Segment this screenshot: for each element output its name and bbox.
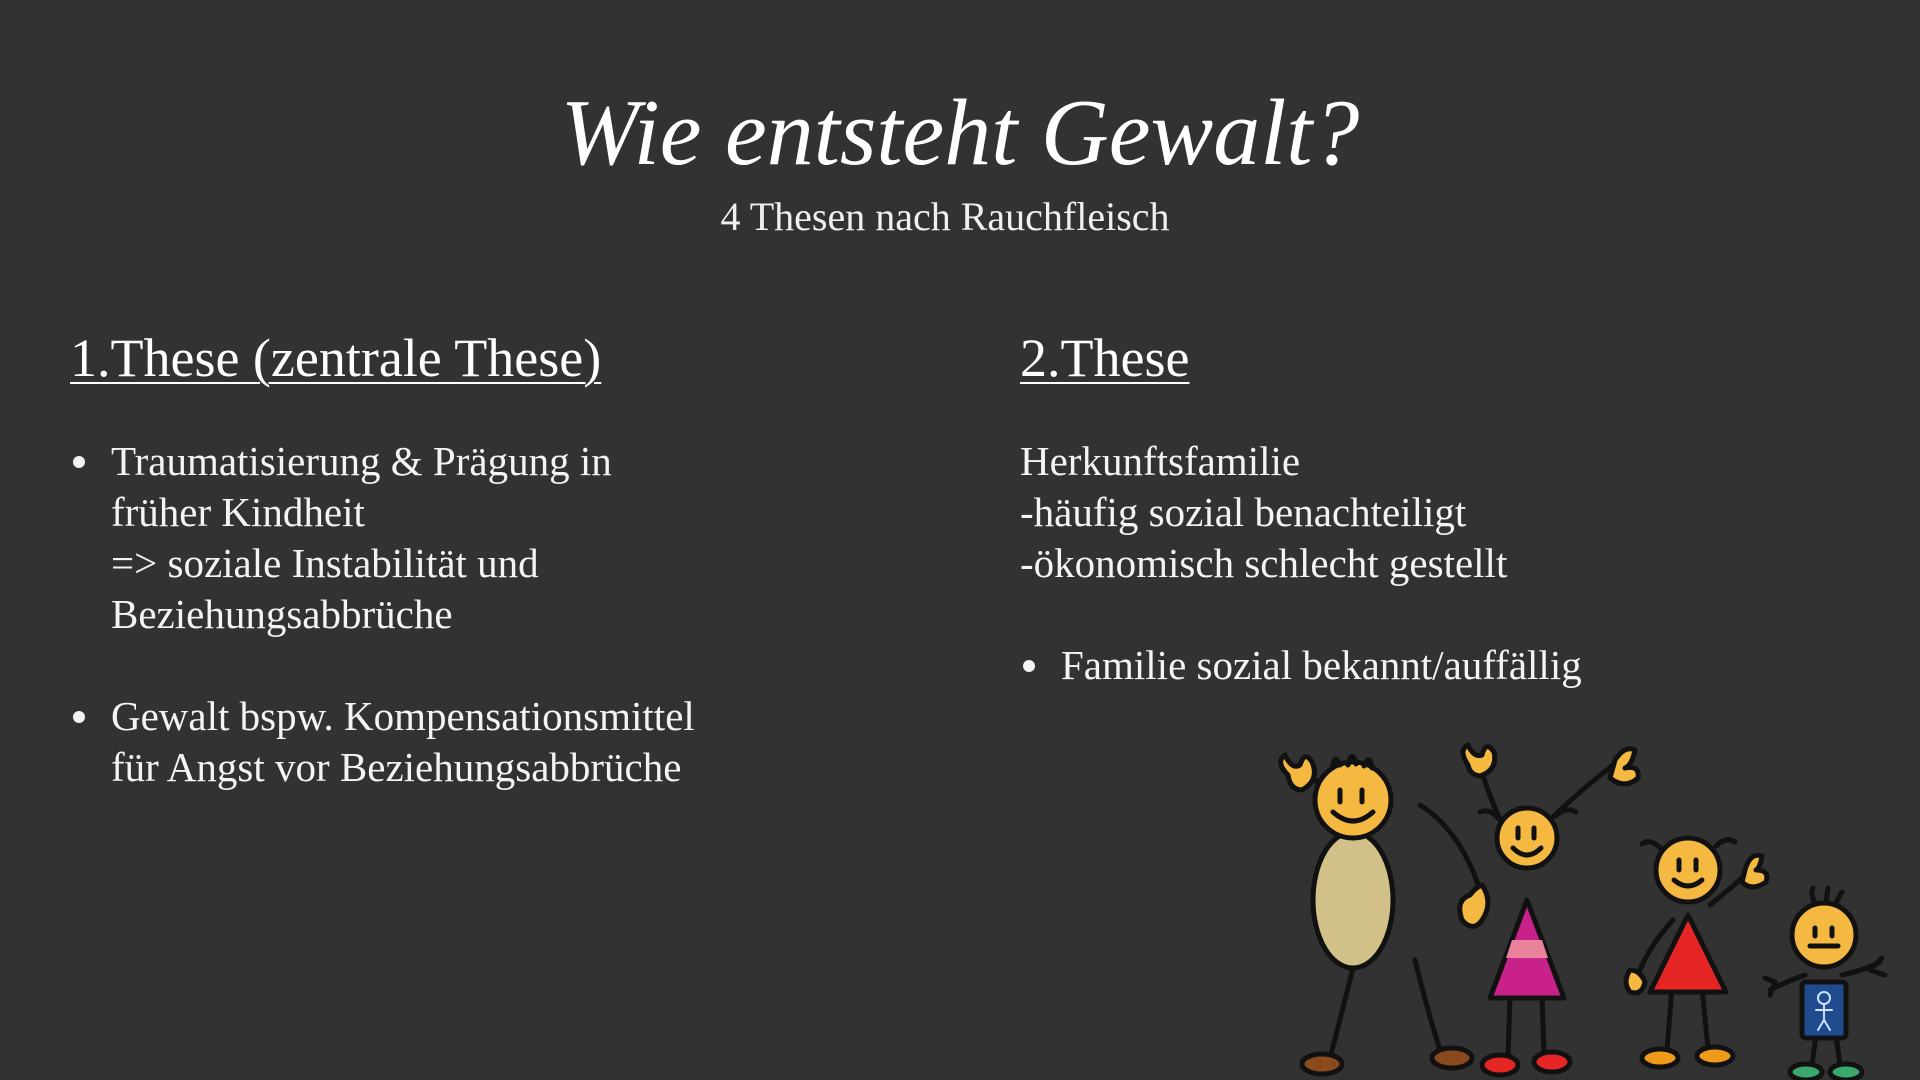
right-column	[1020, 322, 1870, 742]
list-item-line: Familie sozial bekannt/auffällig	[1061, 642, 1582, 688]
left-column	[70, 322, 970, 844]
list-item	[70, 691, 970, 793]
list-item	[1020, 640, 1870, 691]
list-item-line: für Angst vor Beziehungsabbrüche	[111, 744, 682, 790]
list-item-line: früher Kindheit	[111, 489, 365, 535]
text-line: -ökonomisch schlecht gestellt	[1020, 540, 1508, 586]
text-line: Herkunftsfamilie	[1020, 438, 1301, 484]
right-bullet-list	[1020, 640, 1870, 691]
left-heading: 1.These (zentrale These)	[70, 328, 602, 388]
left-bullet-list	[70, 436, 970, 793]
stick-figure-family-illustration	[1230, 720, 1920, 1080]
list-item	[70, 436, 970, 640]
slide-title: Wie entsteht Gewalt?	[560, 81, 1360, 185]
text-line: -häufig sozial benachteiligt	[1020, 489, 1467, 535]
figure-child-red	[1626, 838, 1767, 1067]
slide-subtitle: 4 Thesen nach Rauchfleisch	[720, 194, 1170, 239]
right-text-block	[1020, 436, 1870, 589]
right-heading: 2.These	[1020, 328, 1190, 388]
list-item-line: Gewalt bspw. Kompensationsmittel	[111, 693, 695, 739]
list-item-line: Traumatisierung & Prägung in	[111, 438, 612, 484]
list-item-line: => soziale Instabilität und	[111, 540, 539, 586]
list-item-line: Beziehungsabbrüche	[111, 591, 453, 637]
figure-dad	[1281, 755, 1488, 1074]
figure-toddler	[1765, 888, 1885, 1080]
